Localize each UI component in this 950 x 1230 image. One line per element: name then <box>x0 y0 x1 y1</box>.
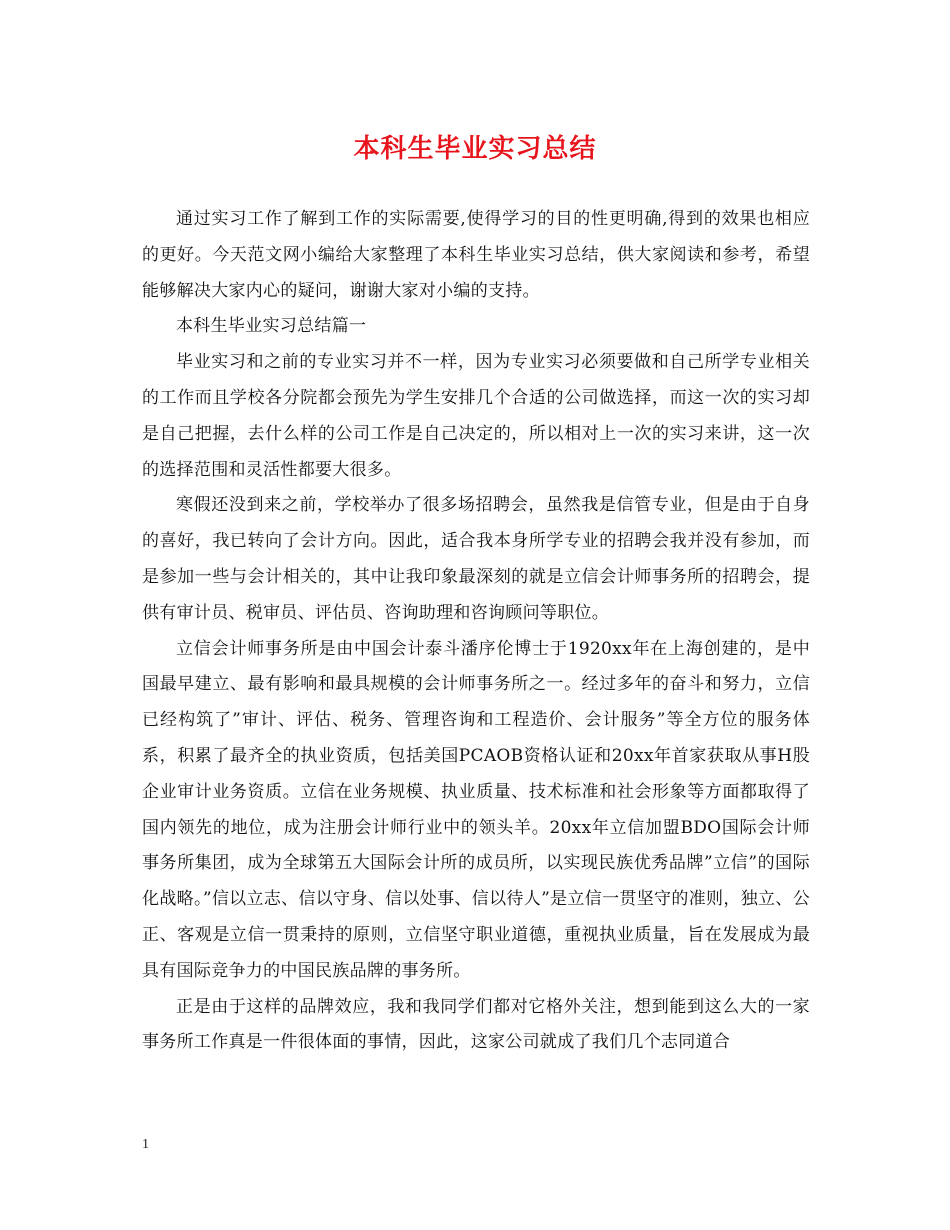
document-body <box>142 202 810 1061</box>
body-paragraph: 立信会计师事务所是由中国会计泰斗潘序伦博士于1920xx年在上海创建的，是中国最早建立、最有影响和最具规模的会计师事务所之一。经过多年的奋斗和努力，立信已经构筑了”审计、评估、税务、管理咨询和工程造价、会计服务”等全方位的服务体系，积累了最齐全的执业资质，包括美国PCAOB资格认证和20xx年首家获取从事H股企业审计业务资质。立信在业务规模、执业质量、技术标准和社会形象等方面都取得了国内领先的地位，成为注册会计师行业中的领头羊。20xx年立信加盟BDO国际会计师事务所集团，成为全球第五大国际会计所的成员所，以实现民族优秀品牌”立信”的国际化战略。”信以立志、信以守身、信以处事、信以待人”是立信一贯坚守的准则，独立、公正、客观是立信一贯秉持的原则，立信坚守职业道德，重视执业质量，旨在发展成为最具有国际竞争力的中国民族品牌的事务所。 <box>142 638 810 981</box>
intro-paragraph: 通过实习工作了解到工作的实际需要,使得学习的目的性更明确,得到的效果也相应的更好。今天范文网小编给大家整理了本科生毕业实习总结，供大家阅读和参考，希望能够解决大家内心的疑问，谢谢大家对小编的支持。 <box>142 209 810 301</box>
body-paragraph: 正是由于这样的品牌效应，我和我同学们都对它格外关注，想到能到这么大的一家事务所工作真是一件很体面的事情，因此，这家公司就成了我们几个志同道合 <box>142 996 810 1053</box>
document-title: 本科生毕业实习总结 <box>353 134 597 164</box>
section-heading: 本科生毕业实习总结篇一 <box>176 316 367 337</box>
body-paragraph: 毕业实习和之前的专业实习并不一样，因为专业实习必须要做和自己所学专业相关的工作而且学校各分院都会预先为学生安排几个合适的公司做选择，而这一次的实习却是自己把握，去什么样的公司工作是自己决定的，所以相对上一次的实习来讲，这一次的选择范围和灵活性都要大很多。 <box>142 352 810 480</box>
page-number: 1 <box>142 1137 149 1152</box>
body-paragraph: 寒假还没到来之前，学校举办了很多场招聘会，虽然我是信管专业，但是由于自身的喜好，我已转向了会计方向。因此，适合我本身所学专业的招聘会我并没有参加，而是参加一些与会计相关的，其中让我印象最深刻的就是立信会计师事务所的招聘会，提供有审计员、税审员、评估员、咨询助理和咨询顾问等职位。 <box>142 495 810 623</box>
